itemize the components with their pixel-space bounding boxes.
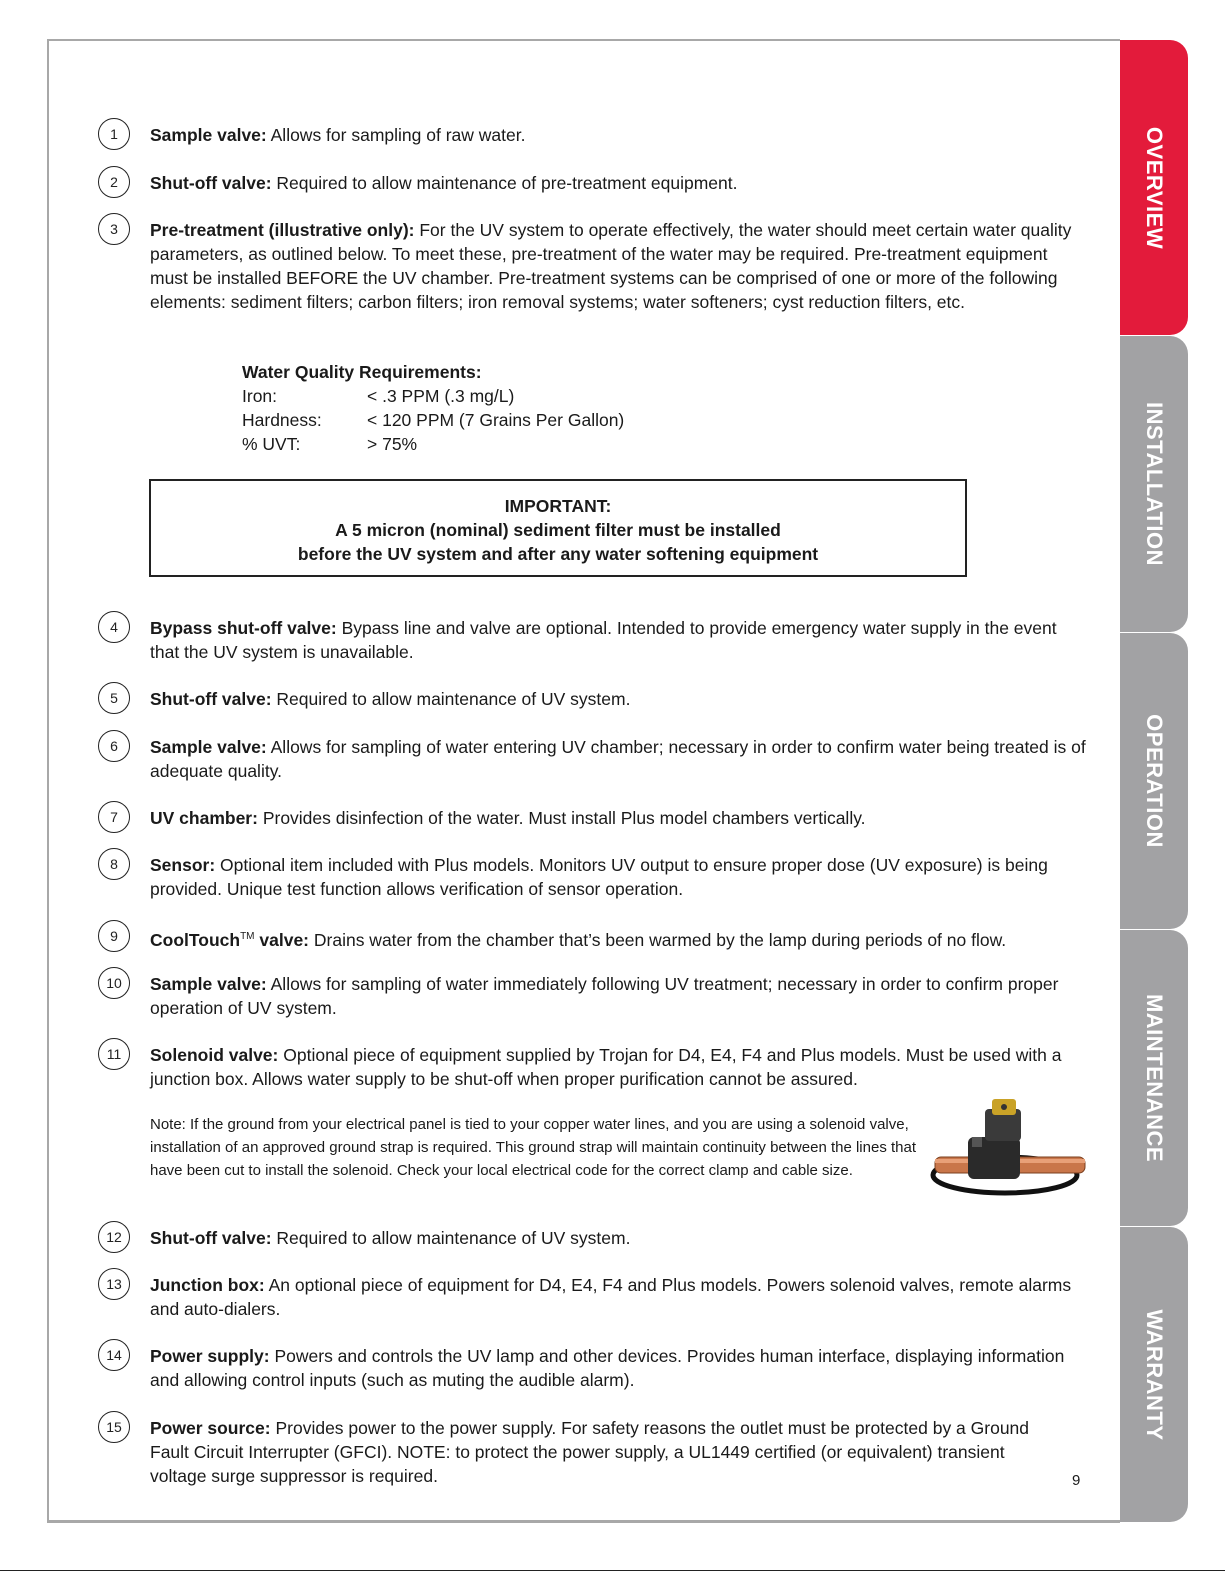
item-text: For the UV system to operate effectively, the water should meet certain water quality parameters, as outlined below. To meet these, pre-treatment of the water may be required. Pre-treatment equipment must be installed BEFORE the UV chamber. Pre-treatment systems can be comprised of one or more of the following elements: sediment filters; carbon filters; iron removal systems; water softeners; cyst reduction filters, etc. xyxy=(150,220,1072,312)
tab-installation[interactable]: INSTALLATION xyxy=(1120,336,1188,632)
tab-maintenance[interactable]: MAINTENANCE xyxy=(1120,930,1188,1226)
item-number: 6 xyxy=(98,730,130,762)
item-number: 3 xyxy=(98,213,130,245)
item-text: Bypass line and valve are optional. Intended to provide emergency water supply in the event that the UV system is unavailable. xyxy=(150,618,1057,662)
tab-overview[interactable]: OVERVIEW xyxy=(1120,40,1188,335)
item-title: CoolTouch xyxy=(150,929,241,950)
item-title: Solenoid valve: xyxy=(150,1045,279,1065)
wq-key: % UVT: xyxy=(242,434,301,454)
item-number: 12 xyxy=(98,1221,130,1253)
item-title: Sample valve: xyxy=(150,974,267,994)
item-text: Allows for sampling of water entering UV chamber; necessary in order to confirm water being treated is of adequate quality. xyxy=(150,737,1086,781)
item-title: Sample valve: xyxy=(150,737,267,757)
item-number: 7 xyxy=(98,801,130,833)
item-number: 14 xyxy=(98,1339,130,1371)
list-item xyxy=(150,687,1090,711)
list-item xyxy=(150,735,1090,783)
solenoid-valve-image xyxy=(930,1095,1090,1200)
list-item xyxy=(150,218,1090,314)
water-quality-table xyxy=(242,360,624,456)
item-text: Provides power to the power supply. For safety reasons the outlet must be protected by a Ground Fault Circuit Interrupter (GFCI). NOTE: to protect the power supply, a UL1449 certified (or equivalent) transient voltage surge suppressor is required. xyxy=(150,1418,1030,1486)
wq-value: < .3 PPM (.3 mg/L) xyxy=(367,386,515,406)
wq-value: > 75% xyxy=(367,434,418,454)
item-number: 10 xyxy=(98,967,130,999)
wq-key: Hardness: xyxy=(242,410,322,430)
list-item xyxy=(150,853,1090,901)
tab-operation[interactable]: OPERATION xyxy=(1120,633,1188,929)
item-text: Optional item included with Plus models. Monitors UV output to ensure proper dose (UV exposure) is being provided. Unique test function allows verification of sensor operation. xyxy=(150,855,1048,899)
page-rule xyxy=(0,1570,1225,1571)
item-number: 15 xyxy=(98,1411,130,1443)
item-number: 8 xyxy=(98,848,130,880)
list-item xyxy=(150,972,1090,1020)
item-title: Shut-off valve: xyxy=(150,1228,272,1248)
item-number: 1 xyxy=(98,118,130,150)
item-title: Power source: xyxy=(150,1418,271,1438)
item-title: Shut-off valve: xyxy=(150,173,272,193)
item-number: 4 xyxy=(98,611,130,643)
item-text: An optional piece of equipment for D4, E4, F4 and Plus models. Powers solenoid valves, remote alarms and auto-dialers. xyxy=(150,1275,1072,1319)
frame-bottom xyxy=(47,1521,1120,1523)
list-item xyxy=(150,616,1090,664)
item-number: 11 xyxy=(98,1038,130,1070)
item-title: UV chamber: xyxy=(150,808,258,828)
important-box xyxy=(149,479,967,577)
item-text: Allows for sampling of water immediately following UV treatment; necessary in order to confirm proper operation of UV system. xyxy=(150,974,1059,1018)
list-item xyxy=(150,925,1090,952)
water-quality-title: Water Quality Requirements: xyxy=(242,362,482,382)
item-title: Bypass shut-off valve: xyxy=(150,618,337,638)
item-text: Allows for sampling of raw water. xyxy=(266,125,526,145)
item-text: Required to allow maintenance of pre-treatment equipment. xyxy=(271,173,738,193)
tab-warranty[interactable]: WARRANTY xyxy=(1120,1227,1188,1522)
important-line: A 5 micron (nominal) sediment filter must be installed xyxy=(335,520,781,540)
item-text: Required to allow maintenance of UV system. xyxy=(271,1228,631,1248)
list-item xyxy=(150,1226,1090,1250)
item-text: Optional piece of equipment supplied by Trojan for D4, E4, F4 and Plus models. Must be used with a junction box. Allows water supply to be shut-off when proper purification cannot be assured. xyxy=(150,1045,1062,1089)
list-item xyxy=(150,123,1090,147)
item-title: Power supply: xyxy=(150,1346,270,1366)
list-item xyxy=(150,1344,1090,1392)
wq-row xyxy=(242,384,624,408)
item-title: Pre-treatment (illustrative only): xyxy=(150,220,415,240)
item-number: 13 xyxy=(98,1268,130,1300)
wq-row xyxy=(242,432,624,456)
item-text: Drains water from the chamber that’s been warmed by the lamp during periods of no flow. xyxy=(309,929,1007,950)
list-item xyxy=(150,1416,1055,1488)
page-number: 9 xyxy=(1072,1472,1081,1489)
item-title: Shut-off valve: xyxy=(150,689,272,709)
item-title: Sensor: xyxy=(150,855,216,875)
wq-value: < 120 PPM (7 Grains Per Gallon) xyxy=(367,410,625,430)
item-text: Provides disinfection of the water. Must install Plus model chambers vertically. xyxy=(257,808,866,828)
item-number: 9 xyxy=(98,920,130,952)
important-line: before the UV system and after any water softening equipment xyxy=(297,544,819,564)
list-item xyxy=(150,1273,1090,1321)
list-item xyxy=(150,171,1090,195)
item-title: Sample valve: xyxy=(150,125,267,145)
item-text: Required to allow maintenance of UV system. xyxy=(271,689,631,709)
wq-row xyxy=(242,408,624,432)
item-number: 5 xyxy=(98,682,130,714)
item-number: 2 xyxy=(98,166,130,198)
ground-strap-note: Note: If the ground from your electrical panel is tied to your copper water lines, and you are using a solenoid valve, installation of an approved ground strap is required. This ground strap will maintain continuity between the lines that have been cut to install the solenoid. Check your local electrical code for the correct clamp and cable size. xyxy=(150,1116,917,1179)
important-heading: IMPORTANT: xyxy=(504,496,612,516)
wq-key: Iron: xyxy=(242,386,278,406)
trademark: TM xyxy=(240,931,255,942)
item-title: valve: xyxy=(254,929,310,950)
list-item xyxy=(150,806,1090,830)
list-item xyxy=(150,1043,1090,1091)
item-title: Junction box: xyxy=(150,1275,265,1295)
item-text: Powers and controls the UV lamp and other devices. Provides human interface, displaying information and allowing control inputs (such as muting the audible alarm). xyxy=(150,1346,1065,1390)
